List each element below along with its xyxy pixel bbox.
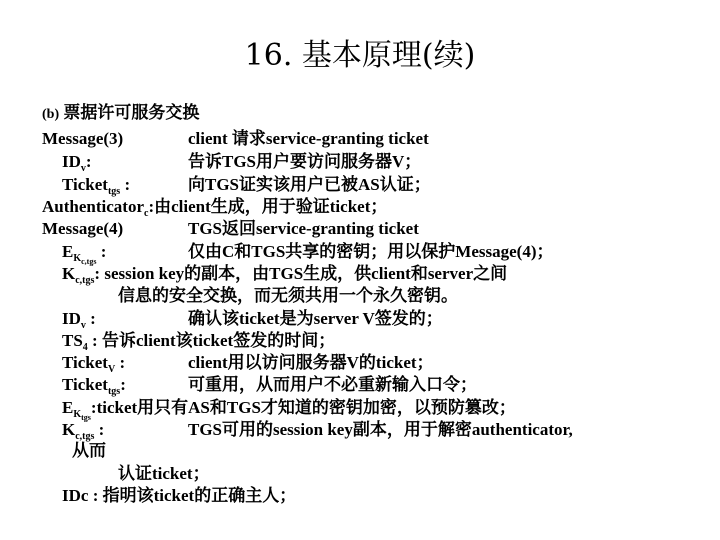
- label-message3: Message(3): [42, 129, 124, 148]
- label-kc-tgs: $K_{c,tgs}$: session key的副本，由TGS生成，供client和server之间: [62, 264, 508, 286]
- label-authenticator: Authenticator$_c$:由client生成，用于验证ticket；: [42, 197, 388, 219]
- desc-ek-tgs: :ticket用只有AS和TGS才知道的密钥加密，以预防篡改；: [90, 398, 516, 417]
- label-ts4: $TS_4$ : 告诉client该ticket签发的时间；: [62, 331, 336, 353]
- desc-ticket-tgs-2: 可重用，从而用户不必重新输入口令；: [188, 375, 477, 394]
- label-ticket-tgs-2: Ticket$_{tgs}$:: [62, 375, 126, 397]
- label-ek-tgs: $E_{K_{tgs}}:ticket$用只有AS和TGS才知道的密钥加密，以预防篡改；: [62, 398, 516, 422]
- desc-ekc-tgs: 仅由C和TGS共享的密钥；用以保护Message(4)；: [188, 242, 554, 261]
- desc-ticket-tgs: 向TGS证实该用户已被AS认证；: [188, 175, 431, 194]
- desc-kc-tgs-2-cont2: 认证ticket；: [118, 464, 210, 483]
- desc-kc-tgs-2: TGS可用的session key副本，用于解密authenticator,: [188, 420, 573, 439]
- label-ticket-tgs: Ticket$_{tgs}$ :: [62, 175, 131, 197]
- desc-ticket-v: client用以访问服务器V的ticket；: [188, 353, 434, 372]
- desc-idc: 指明该ticket的正确主人；: [102, 486, 297, 505]
- desc-idv-2: 确认该ticket是为server V签发的；: [188, 309, 443, 328]
- desc-message3: client 请求service-granting ticket: [188, 129, 429, 148]
- section-heading: (b) 票据许可服务交换: [42, 103, 200, 122]
- label-ticket-v: Ticket$_V$ :: [62, 353, 126, 375]
- label-idc: IDc : 指明该ticket的正确主人；: [62, 486, 297, 505]
- label-ekc-tgs: $E_{K_{c,tgs}}$ :: [62, 242, 107, 266]
- label-idv: $ID_v$:: [62, 152, 92, 174]
- label-kc-tgs-2: $K_{c,tgs}$ :: [62, 420, 105, 442]
- desc-message4: TGS返回service-granting ticket: [188, 219, 419, 238]
- desc-kc-tgs: session key的副本，由TGS生成，供client和server之间: [104, 264, 508, 283]
- label-message4: Message(4): [42, 219, 124, 238]
- desc-ts4: 告诉client该ticket签发的时间；: [101, 331, 336, 350]
- label-idv-2: $ID_v$ :: [62, 309, 96, 331]
- desc-kc-tgs-2-cont: 从而: [72, 441, 106, 460]
- desc-authenticator: 由client生成，用于验证ticket；: [154, 197, 388, 216]
- desc-kc-tgs-cont: 信息的安全交换，而无须共用一个永久密钥。: [118, 286, 458, 305]
- slide-title: 16. 基本原理(续): [244, 38, 476, 73]
- desc-idv: 告诉TGS用户要访问服务器V；: [188, 152, 422, 171]
